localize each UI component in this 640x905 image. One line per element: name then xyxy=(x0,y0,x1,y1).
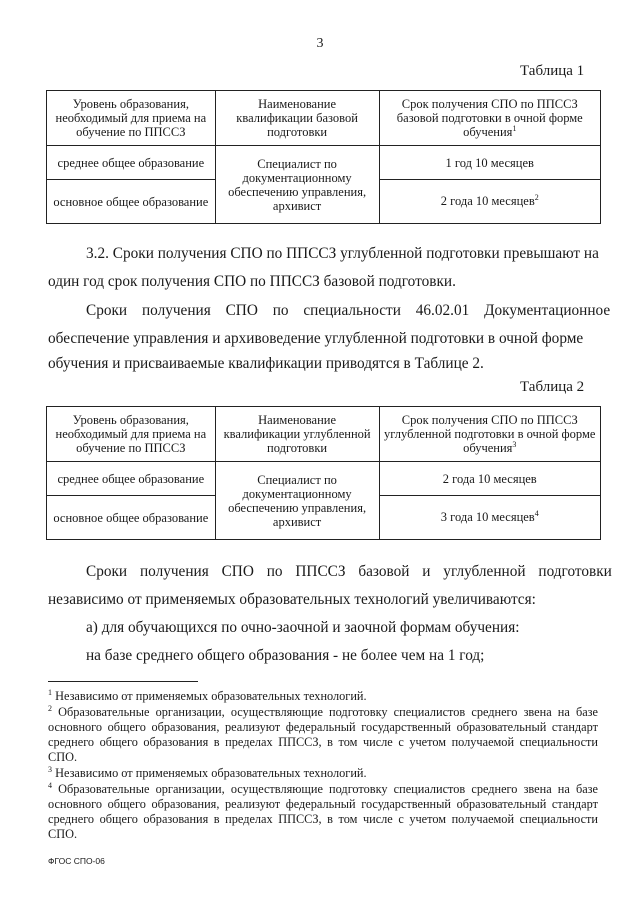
table1-row2-level: основное общее образование xyxy=(47,180,216,224)
page-number: 3 xyxy=(316,36,324,51)
table1-header-term: Срок получения СПО по ППССЗ базовой подготовки в очной форме обучения$^1$ xyxy=(379,91,600,146)
paragraph-terms-line2: обеспечение управления и архивоведение углубленной подготовки в очной форме xyxy=(48,330,584,347)
paragraph-terms-line3: обучения и присваиваемые квалификации приводятся в Таблице 2. xyxy=(48,355,484,372)
table1-header-level: Уровень образования, необходимый для приема на обучение по ППССЗ xyxy=(47,91,216,146)
footnote-1: $^1$ Независимо от применяемых образовательных технологий. xyxy=(48,688,367,704)
table2-header-term: Срок получения СПО по ППССЗ углубленной подготовки в очной форме обучения$^3$ xyxy=(379,407,601,462)
table1-qualification: Специалист по документационному обеспечению управления, архивист xyxy=(215,146,379,224)
table2-header-level: Уровень образования, необходимый для приема на обучение по ППССЗ xyxy=(47,407,216,462)
footnote-4: $^4$ Образовательные организации, осуществляющие подготовку специалистов среднего звена на базе основного общего образования, реализуют федеральный государственный образовательный стандарт среднего общего образования в пределах ППССЗ, в том числе с учетом получаемой специальности СПО. xyxy=(48,781,598,842)
table2-header-qualification: Наименование квалификации углубленной подготовки xyxy=(215,407,379,462)
table2 xyxy=(46,406,601,540)
table1-row1-level: среднее общее образование xyxy=(47,146,216,180)
paragraph-3-2-line2: один год срок получения СПО по ППССЗ базовой подготовки. xyxy=(48,273,456,290)
table2-row2-level: основное общее образование xyxy=(47,496,216,540)
paragraph-item-a: а) для обучающихся по очно-заочной и заочной формам обучения: xyxy=(86,619,520,636)
table2-row2-term: 3 года 10 месяцев$^4$ xyxy=(379,496,601,540)
table1 xyxy=(46,90,601,224)
paragraph-secondary-base: на базе среднего общего образования - не более чем на 1 год; xyxy=(86,647,485,664)
table1-row1-term: 1 год 10 месяцев xyxy=(379,146,600,180)
table1-header-qualification: Наименование квалификации базовой подготовки xyxy=(215,91,379,146)
paragraph-terms-line1: Сроки получения СПО по специальности 46.02.01 Документационное xyxy=(86,302,611,319)
table1-caption: Таблица 1 xyxy=(520,63,585,79)
table2-caption: Таблица 2 xyxy=(520,379,585,395)
footer-code: ФГОС СПО-06 xyxy=(48,856,105,866)
footnote-separator xyxy=(48,681,198,682)
footnote-2: $^2$ Образовательные организации, осуществляющие подготовку специалистов среднего звена на базе основного общего образования, реализуют федеральный государственный образовательный стандарт среднего общего образования в пределах ППССЗ, в том числе с учетом получаемой специальности СПО. xyxy=(48,704,598,765)
table2-row1-level: среднее общее образование xyxy=(47,462,216,496)
footnote-3: $^3$ Независимо от применяемых образовательных технологий. xyxy=(48,765,367,781)
paragraph-3-2-line1: 3.2. Сроки получения СПО по ППССЗ углубленной подготовки превышают на xyxy=(86,245,599,262)
paragraph-increase-line2: независимо от применяемых образовательных технологий увеличиваются: xyxy=(48,591,536,608)
table1-row2-term: 2 года 10 месяцев$^2$ xyxy=(379,180,600,224)
table2-qualification: Специалист по документационному обеспечению управления, архивист xyxy=(215,462,379,540)
table2-row1-term: 2 года 10 месяцев xyxy=(379,462,601,496)
paragraph-increase-line1: Сроки получения СПО по ППССЗ базовой и углубленной подготовки xyxy=(86,563,612,580)
